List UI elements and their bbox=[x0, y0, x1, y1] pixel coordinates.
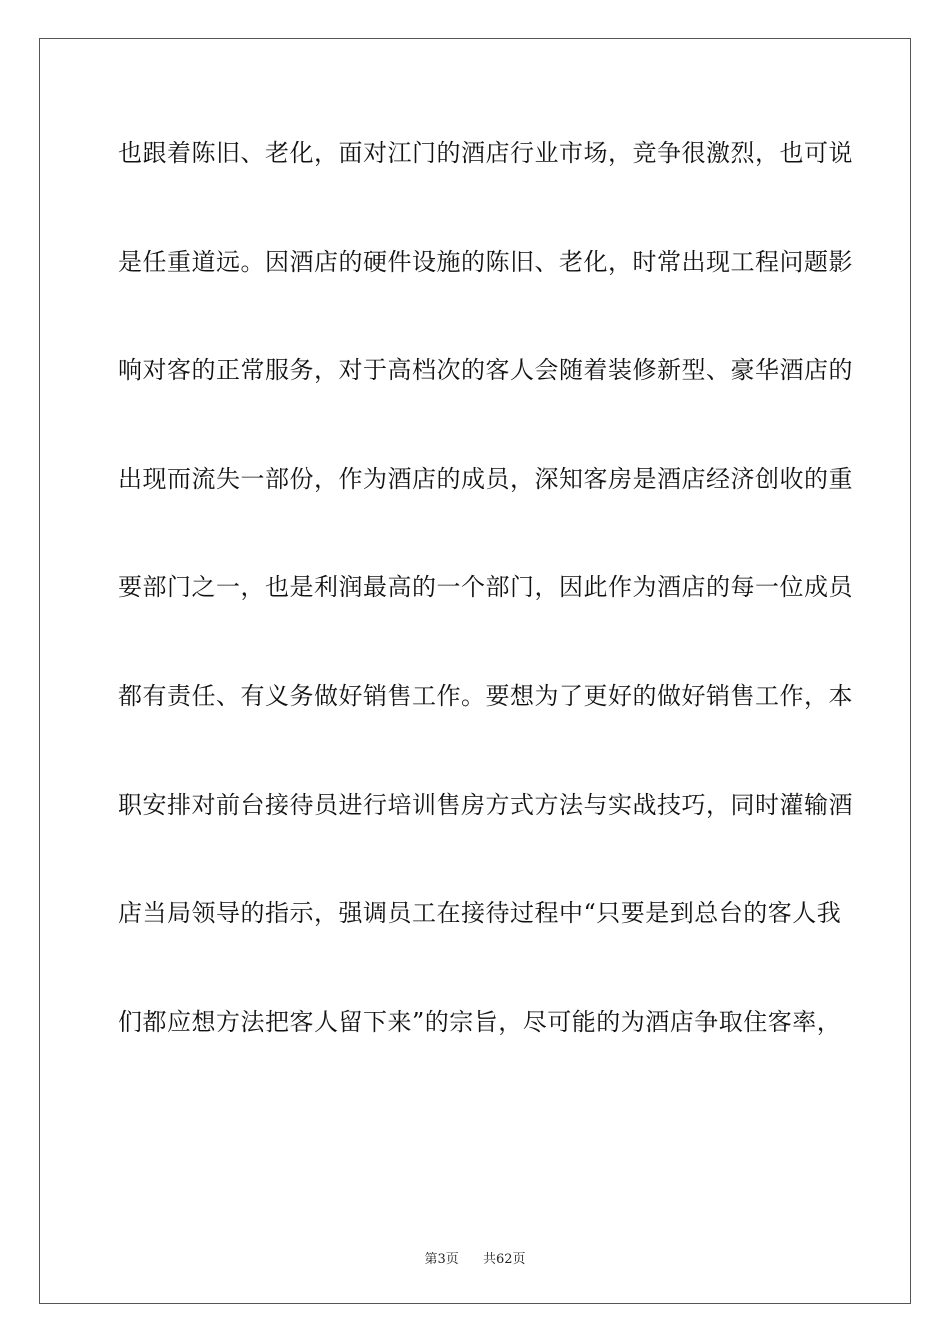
page-total: 共62页 bbox=[483, 1252, 526, 1267]
document-body bbox=[118, 126, 853, 1103]
text-line: 职安排对前台接待员进行培训售房方式方法与实战技巧，同时灌输酒 bbox=[118, 790, 853, 819]
text-line: 们都应想方法把客人留下来”的宗旨，尽可能的为酒店争取住客率， bbox=[118, 1007, 842, 1036]
text-line: 也跟着陈旧、老化，面对江门的酒店行业市场，竞争很激烈，也可说 bbox=[118, 139, 853, 167]
text-line: 要部门之一，也是利润最高的一个部门，因此作为酒店的每一位成员 bbox=[118, 573, 853, 602]
text-line: 是任重道远。因酒店的硬件设施的陈旧、老化，时常出现工程问题影 bbox=[118, 247, 853, 276]
page-footer bbox=[0, 1248, 950, 1267]
text-line: 响对客的正常服务，对于高档次的客人会随着装修新型、豪华酒店的 bbox=[118, 356, 853, 385]
page-number: 第3页 bbox=[424, 1252, 459, 1267]
text-line: 出现而流失一部份，作为酒店的成员，深知客房是酒店经济创收的重 bbox=[118, 464, 853, 493]
text-line: 都有责任、有义务做好销售工作。要想为了更好的做好销售工作，本 bbox=[118, 681, 853, 710]
text-line: 店当局领导的指示，强调员工在接待过程中“只要是到总台的客人我 bbox=[118, 899, 842, 928]
